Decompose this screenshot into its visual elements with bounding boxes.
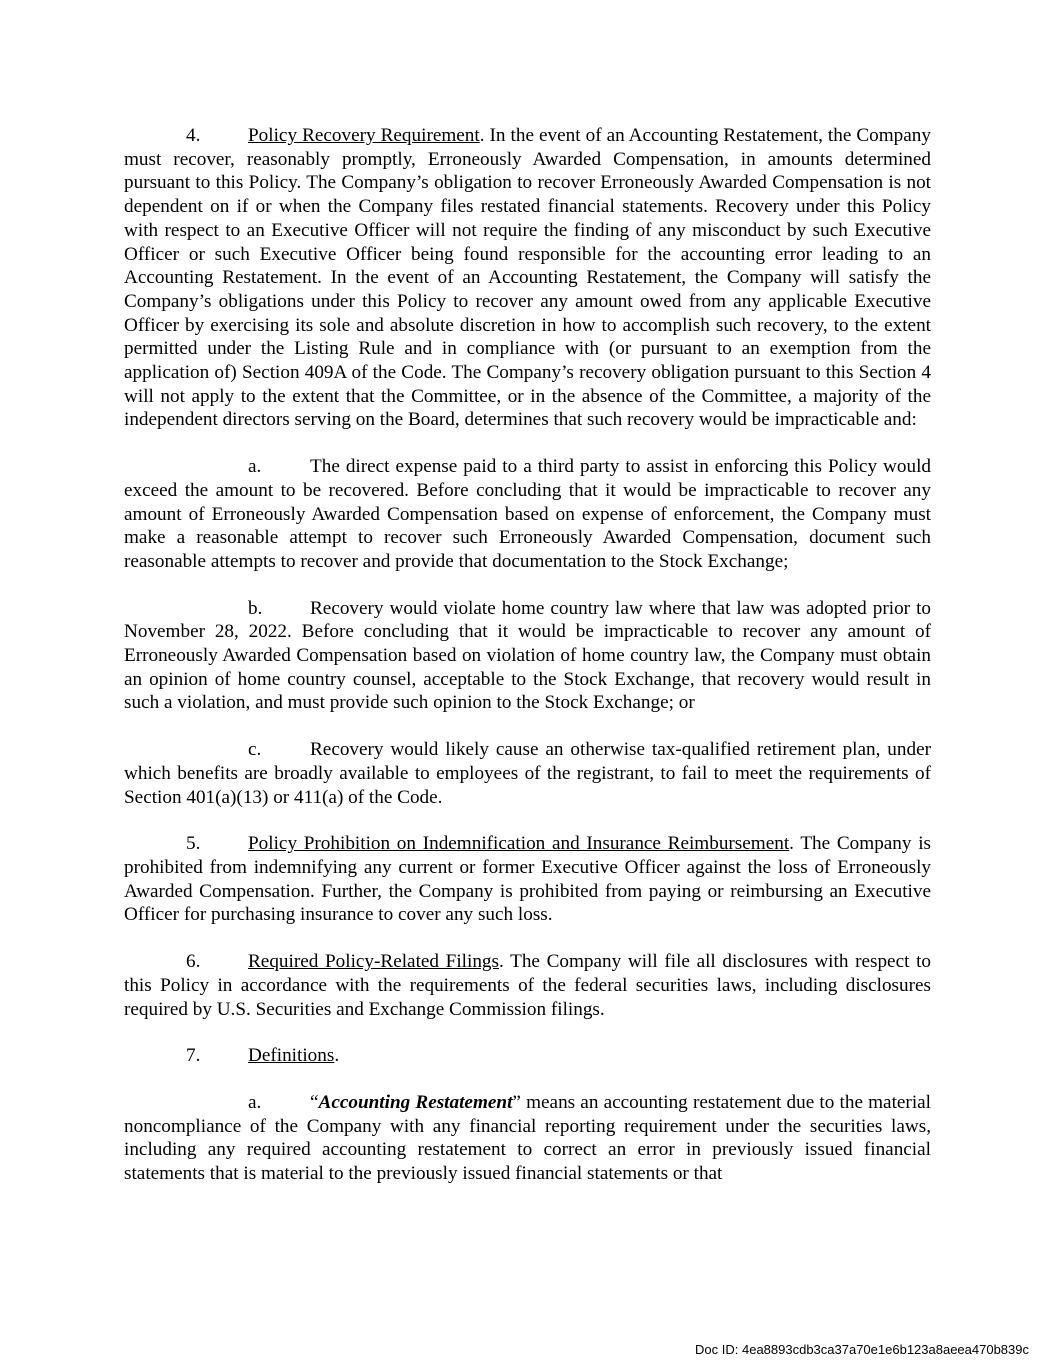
subsection-letter: a. — [248, 456, 262, 478]
doc-id-footer: Doc ID: 4ea8893cdb3ca37a70e1e6b123a8aeea470b839c — [695, 1342, 1029, 1357]
subsection-letter: c. — [248, 739, 262, 761]
document-page — [124, 124, 931, 1209]
subsection-body: The direct expense paid to a third party to assist in enforcing this Policy would exceed the amount to be recovered. Before concluding that it would be impracticable to recover any amount of Erroneously Awarded Compensation based on expense of enforcement, the Company must make a reasonable attempt to recover such Erroneously Awarded Compensation, document such reasonable attempts to recover and provide that documentation to the Stock Exchange; — [124, 456, 931, 572]
section-4a-paragraph — [124, 455, 931, 574]
section-7a-paragraph — [124, 1091, 931, 1186]
section-heading: Required Policy-Related Filings — [248, 951, 499, 973]
subsection-body: means an accounting restatement due to the material noncompliance of the Company with any financial reporting requirement under the securities laws, including any required accounting restatement to correct an error in previously issued financial statements that is material to the previously issued financial statements or that — [124, 1091, 931, 1185]
open-quote: “ — [310, 1091, 319, 1113]
subsection-body: Recovery would likely cause an otherwise tax-qualified retirement plan, under which benefits are broadly available to employees of the registrant, to fail to meet the requirements of Section 401(a)(13) or 411(a) of the Code. — [124, 739, 931, 808]
section-body: . In the event of an Accounting Restatement, the Company must recover, reasonably promptly, Erroneously Awarded Compensation, in amounts determined pursuant to this Policy. The Company’s obligation to recover Erroneously Awarded Compensation is not dependent on if or when the Company files restated financial statements. Recovery under this Policy with respect to an Executive Officer will not require the finding of any misconduct by such Executive Officer or such Executive Officer being found responsible for the accounting error leading to an Accounting Restatement. In the event of an Accounting Restatement, the Company will satisfy the Company’s obligations under this Policy to recover any amount owed from any applicable Executive Officer by exercising its sole and absolute discretion in how to accomplish such recovery, to the extent permitted under the Listing Rule and in compliance with (or pursuant to an exemption from the application of) Section 409A of the Code. The Company’s recovery obligation pursuant to this Section 4 will not apply to the extent that the Committee, or in the absence of the Committee, a majority of the independent directors serving on the Board, determines that such recovery would be impracticable and: — [124, 125, 931, 431]
section-heading: Definitions — [248, 1045, 335, 1067]
section-body: . The Company is prohibited from indemnifying any current or former Executive Officer against the loss of Erroneously Awarded Compensation. Further, the Company is prohibited from paying or reimbursing an Executive Officer for purchasing insurance to cover any such loss. — [124, 833, 931, 926]
subsection-body: Recovery would violate home country law where that law was adopted prior to November 28, 2022. Before concluding that it would be impracticable to recover any amount of Erroneously Awarded Compensation based on violation of home country law, the Company must obtain an opinion of home country counsel, acceptable to the Stock Exchange, that recovery would result in such a violation, and must provide such opinion to the Stock Exchange; or — [124, 597, 931, 714]
section-number: 5. — [186, 833, 201, 855]
section-7-paragraph — [124, 1044, 931, 1068]
section-4-paragraph — [124, 124, 931, 432]
section-5-paragraph — [124, 832, 931, 927]
subsection-letter: a. — [248, 1091, 262, 1113]
section-6-paragraph — [124, 950, 931, 1021]
subsection-letter: b. — [248, 597, 263, 619]
section-number: 7. — [186, 1045, 201, 1067]
defined-term: Accounting Restatement — [318, 1091, 513, 1113]
section-body: . The Company will file all disclosures with respect to this Policy in accordance with the requirements of the federal securities laws, including disclosures required by U.S. Securities and Exchange Commission filings. — [124, 951, 932, 1020]
section-heading: Policy Prohibition on Indemnification and Insurance Reimbursement — [248, 833, 790, 855]
close-quote: ” — [512, 1091, 521, 1113]
section-number: 6. — [186, 951, 201, 973]
section-4c-paragraph — [124, 738, 931, 809]
section-number: 4. — [186, 125, 201, 146]
section-body: . — [334, 1045, 340, 1067]
section-heading: Policy Recovery Requirement — [248, 125, 480, 146]
section-4b-paragraph — [124, 597, 931, 716]
